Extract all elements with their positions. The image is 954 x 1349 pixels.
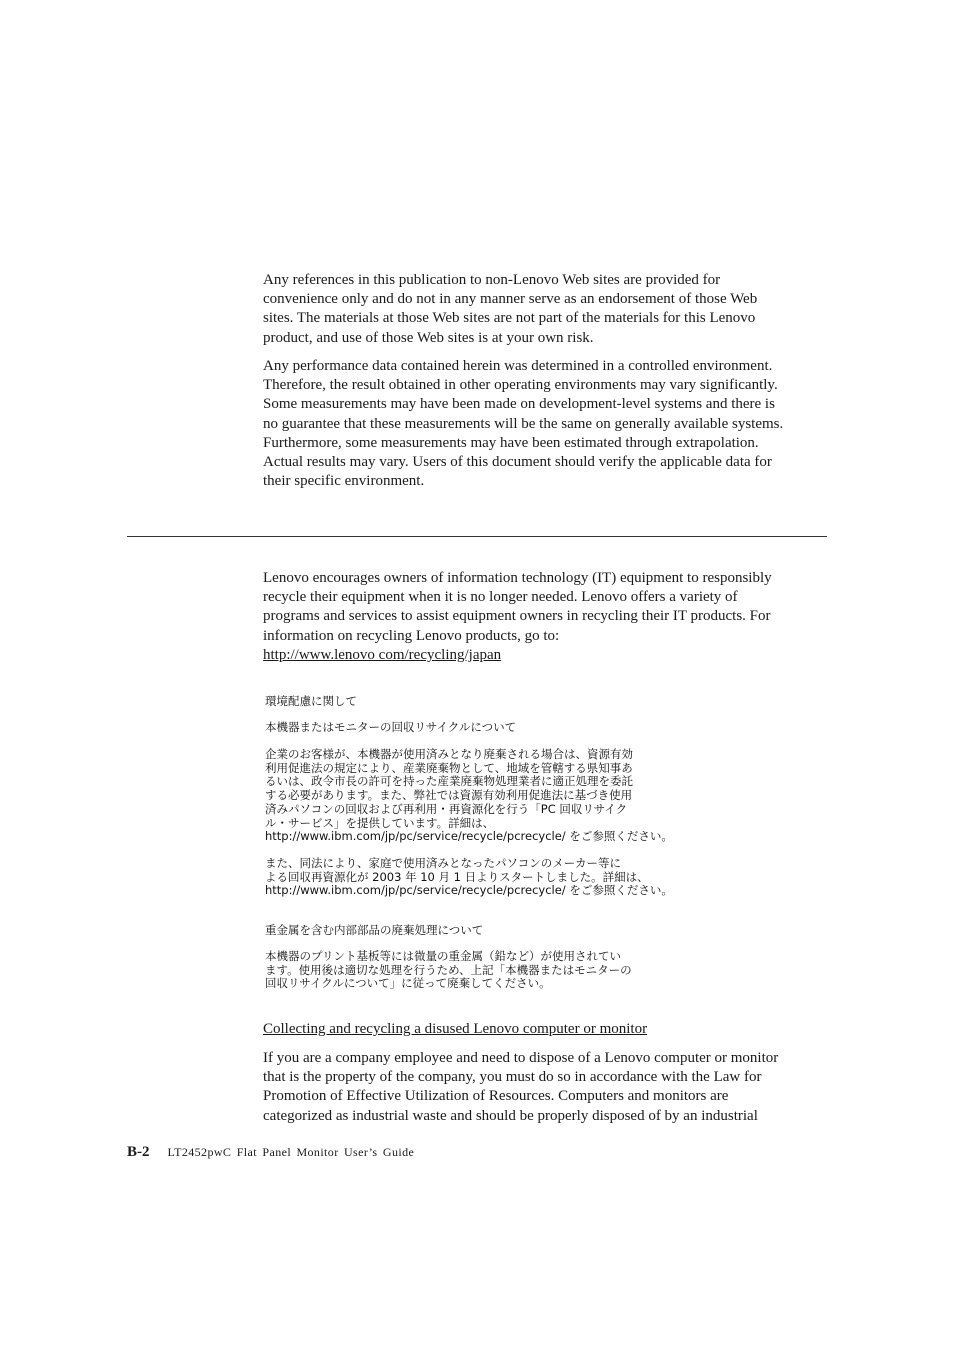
text-line: sites. The materials at those Web sites are not part of the materials for this Lenovo — [263, 310, 756, 327]
text-line: that is the property of the company, you must do so in accordance with the Law for — [263, 1069, 762, 1086]
text-line: 企業のお客様が、本機器が使用済みとなり廃棄される場合は、資源有効 — [265, 747, 633, 761]
text-line: categorized as industrial waste and should be properly disposed of by an industrial — [263, 1107, 758, 1124]
web-sites-disclaimer-paragraph — [263, 271, 828, 348]
recycling-japan-link[interactable]: http://www.lenovo com/recycling/japan — [263, 646, 502, 663]
recycling-intro-paragraph — [263, 569, 828, 665]
japanese-recycling-block — [265, 748, 725, 844]
text-line: 回収リサイクルについて」に従って廃棄してください。 — [265, 976, 551, 991]
text-line: ル・サービス」を提供しています。詳細は、 — [265, 815, 495, 830]
japanese-household-block — [265, 857, 725, 898]
guide-title: LT2452pwC Flat Panel Monitor User’s Guide — [167, 1145, 415, 1159]
japanese-heading-environment: 環境配慮に関して — [265, 694, 357, 708]
performance-data-paragraph — [263, 357, 828, 491]
text-line: If you are a company employee and need to dispose of a Lenovo computer or monitor — [263, 1050, 779, 1066]
text-line: Therefore, the result obtained in other operating environments may vary significantly. — [263, 377, 778, 394]
text-line: ます。使用後は適切な処理を行うため、上記「本機器またはモニターの — [265, 962, 632, 977]
section-divider — [127, 536, 827, 537]
page-footer — [127, 1143, 414, 1161]
text-line: Promotion of Effective Utilization of Resources. Computers and monitors are — [263, 1088, 729, 1105]
text-line: recycle their equipment when it is no longer needed. Lenovo offers a variety of — [263, 589, 738, 606]
collecting-recycling-subheading: Collecting and recycling a disused Lenovo computer or monitor — [263, 1021, 648, 1037]
company-disposal-paragraph — [263, 1049, 828, 1126]
text-line: http://www.ibm.com/jp/pc/service/recycle/pcrecycle/ をご参照ください。 — [265, 883, 673, 898]
text-line: Some measurements may have been made on development-level systems and there is — [263, 396, 775, 413]
japanese-heading-recycling: 本機器またはモニターの回収リサイクルについて — [265, 720, 517, 734]
text-line: Any performance data contained herein was determined in a controlled environment. — [263, 358, 773, 374]
text-line: よる回収再資源化が 2003 年 10 月 1 日よりスタートしました。詳細は、 — [265, 869, 649, 884]
text-line: Lenovo encourages owners of information technology (IT) equipment to responsibly — [263, 570, 772, 586]
text-line: no guarantee that these measurements will be the same on generally available systems. — [263, 415, 784, 432]
text-line: programs and services to assist equipment owners in recycling their IT products. For — [263, 608, 771, 625]
text-line: また、同法により、家庭で使用済みとなったパソコンのメーカー等に — [265, 856, 622, 870]
text-line: product, and use of those Web sites is at your own risk. — [263, 329, 594, 346]
japanese-heading-heavy-metals: 重金属を含む内部部品の廃棄処理について — [265, 923, 484, 937]
text-line: 本機器のプリント基板等には微量の重金属（鉛など）が使用されてい — [265, 949, 622, 963]
page-number: B-2 — [127, 1144, 150, 1160]
text-line: るいは、政令市長の許可を持った産業廃棄物処理業者に適正処理を委託 — [265, 774, 633, 789]
text-line: information on recycling Lenovo products, go to: — [263, 627, 560, 644]
text-line: http://www.ibm.com/jp/pc/service/recycle/pcrecycle/ をご参照ください。 — [265, 829, 673, 844]
japanese-heavy-metals-block — [265, 950, 725, 991]
text-line: 利用促進法の規定により、産業廃棄物として、地域を管轄する県知事あ — [265, 760, 633, 775]
text-line: Furthermore, some measurements may have been estimated through extrapolation. — [263, 434, 759, 451]
text-line: Any references in this publication to non-Lenovo Web sites are provided for — [263, 272, 721, 288]
text-line: their specific environment. — [263, 473, 425, 490]
text-line: Actual results may vary. Users of this document should verify the applicable data for — [263, 454, 772, 471]
text-line: 済みパソコンの回収および再利用・再資源化を行う「PC 回収リサイク — [265, 801, 628, 816]
text-line: する必要があります。また、弊社では資源有効利用促進法に基づき使用 — [265, 788, 633, 803]
text-line: convenience only and do not in any manner serve as an endorsement of those Web — [263, 291, 758, 308]
